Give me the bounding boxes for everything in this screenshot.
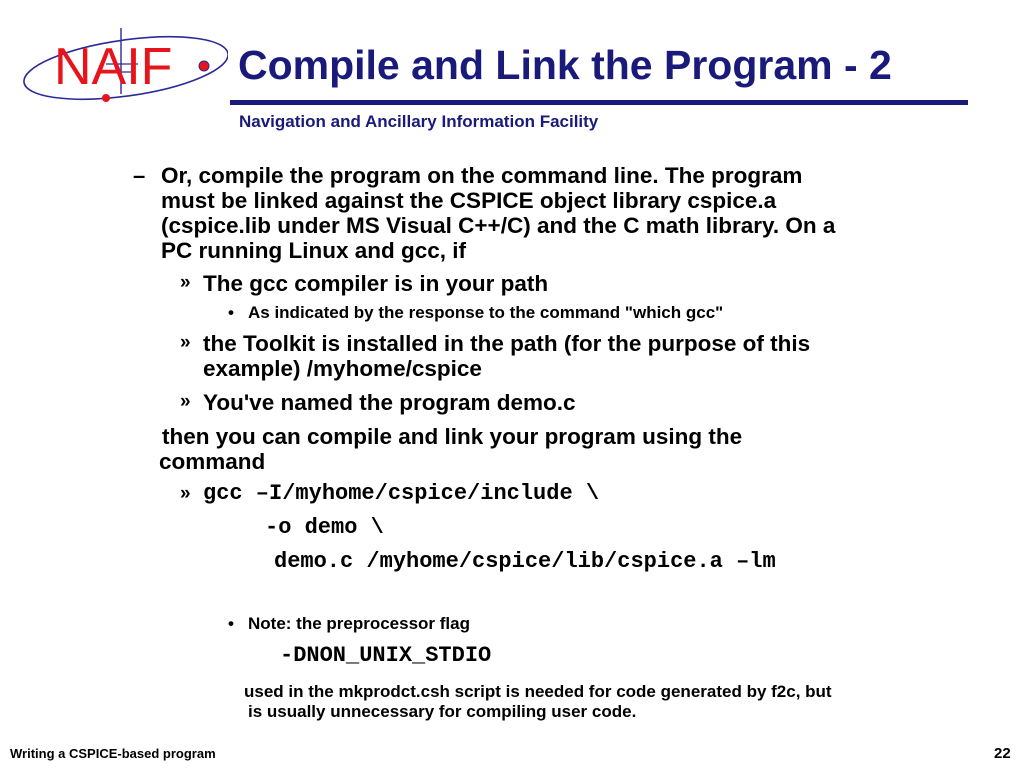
sub-marker: »	[180, 483, 191, 504]
note-line-1: used in the mkprodct.csh script is needed for code generated by f2c, but	[244, 682, 832, 701]
dash-marker: –	[133, 163, 146, 188]
preprocessor-flag: -DNON_UNIX_STDIO	[280, 643, 492, 668]
naif-logo	[14, 22, 228, 112]
condition-2-line-1: the Toolkit is installed in the path (for the purpose of this	[203, 331, 811, 356]
title-divider	[230, 100, 968, 105]
bullet-marker: •	[228, 614, 234, 633]
subtitle: Navigation and Ancillary Information Facility	[239, 112, 599, 131]
condition-3: You've named the program demo.c	[203, 390, 576, 415]
footer-label: Writing a CSPICE-based program	[10, 746, 216, 761]
page-number: 22	[994, 745, 1011, 762]
command-line-2: -o demo \	[265, 515, 384, 540]
condition-1-note: As indicated by the response to the command "which gcc"	[248, 303, 724, 322]
command-line-1: gcc –I/myhome/cspice/include \	[203, 481, 600, 506]
intro-line-2: must be linked against the CSPICE object library cspice.a	[161, 188, 777, 213]
then-line-1: then you can compile and link your program using the	[162, 424, 743, 449]
page-title: Compile and Link the Program - 2	[238, 42, 892, 88]
sub-marker: »	[180, 272, 191, 293]
note-label: Note: the preprocessor flag	[248, 614, 470, 633]
command-line-3: demo.c /myhome/cspice/lib/cspice.a –lm	[274, 549, 776, 574]
note-line-2: is usually unnecessary for compiling user code.	[248, 702, 637, 721]
condition-2-line-2: example) /myhome/cspice	[203, 356, 482, 381]
sub-marker: »	[180, 332, 191, 353]
logo-text: NAIF	[54, 38, 173, 96]
bullet-marker: •	[228, 303, 234, 322]
intro-line-3: (cspice.lib under MS Visual C++/C) and the C math library. On a	[161, 213, 836, 238]
then-line-2: command	[159, 449, 266, 474]
intro-line-1: Or, compile the program on the command line. The program	[161, 163, 803, 188]
sub-marker: »	[180, 391, 191, 412]
intro-line-4: PC running Linux and gcc, if	[161, 238, 467, 263]
condition-1: The gcc compiler is in your path	[203, 271, 549, 296]
